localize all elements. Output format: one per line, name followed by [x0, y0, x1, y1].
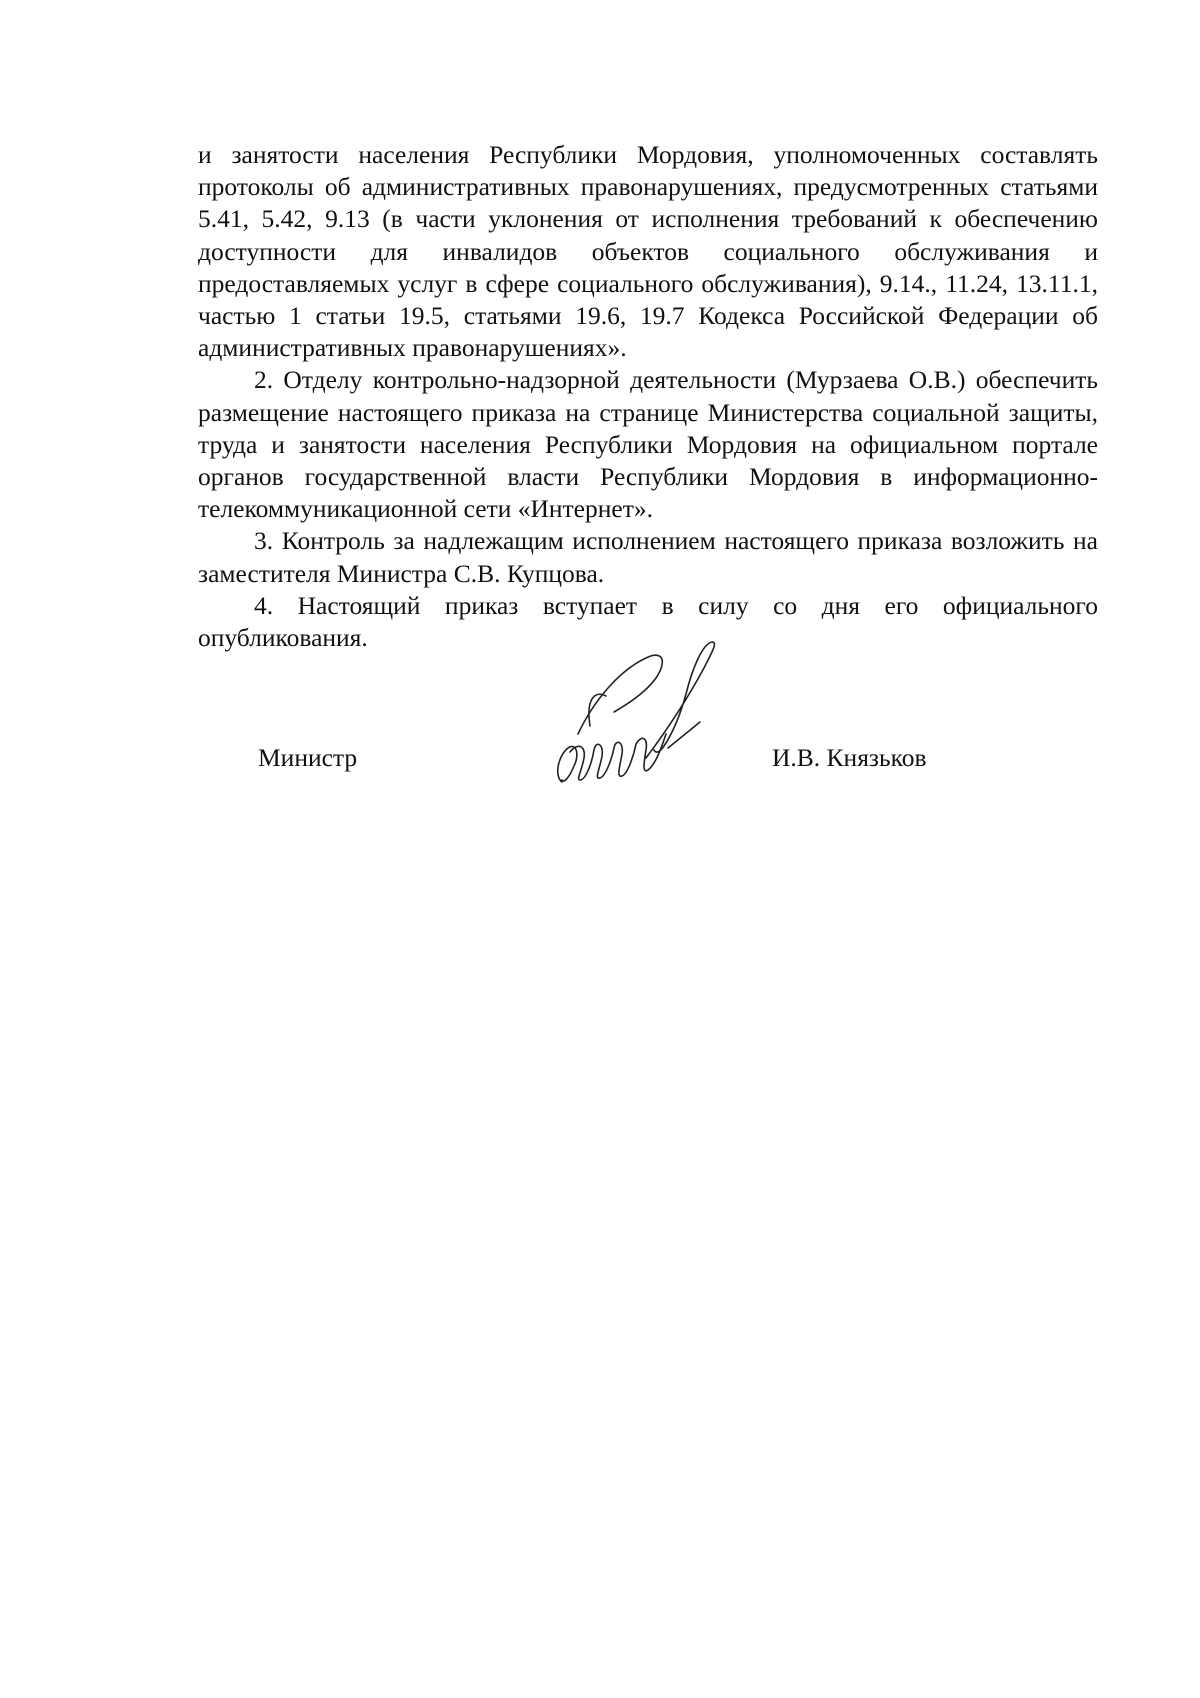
paragraph-continuation: и занятости населения Республики Мордовия, уполномоченных составлять протоколы об административных правонарушениях, предусмотренных статьями 5.41, 5.42, 9.13 (в части уклонения от исполнения требований к обеспечению доступности для инвалидов объектов социального обслуживания и предоставляемых услуг в сфере социального обслуживания), 9.14., 11.24, 13.11.1, частью 1 статьи 19.5, статьями 19.6, 19.7 Кодекса Российской Федерации об административных правонарушениях».	[198, 140, 1098, 363]
handwritten-signature	[550, 630, 740, 790]
paragraph-item-4: 4. Настоящий приказ вступает в силу со дня его официального опубликования.	[198, 590, 1098, 653]
paragraph-item-2: 2. Отделу контрольно-надзорной деятельности (Мурзаева О.В.) обеспечить размещение настоящего приказа на странице Министерства социальной защиты, труда и занятости населения Республики Мордовия на официальном портале органов государственной власти Республики Мордовия в информационно-телекоммуникационной сети «Интернет».	[198, 365, 1098, 524]
document-body	[198, 139, 1098, 654]
paragraph-item-3: 3. Контроль за надлежащим исполнением настоящего приказа возложить на заместителя Министра С.В. Купцова.	[198, 526, 1098, 588]
signer-name: И.В. Князьков	[772, 743, 927, 772]
signer-title: Министр	[258, 743, 358, 772]
signature-block	[0, 640, 1200, 800]
